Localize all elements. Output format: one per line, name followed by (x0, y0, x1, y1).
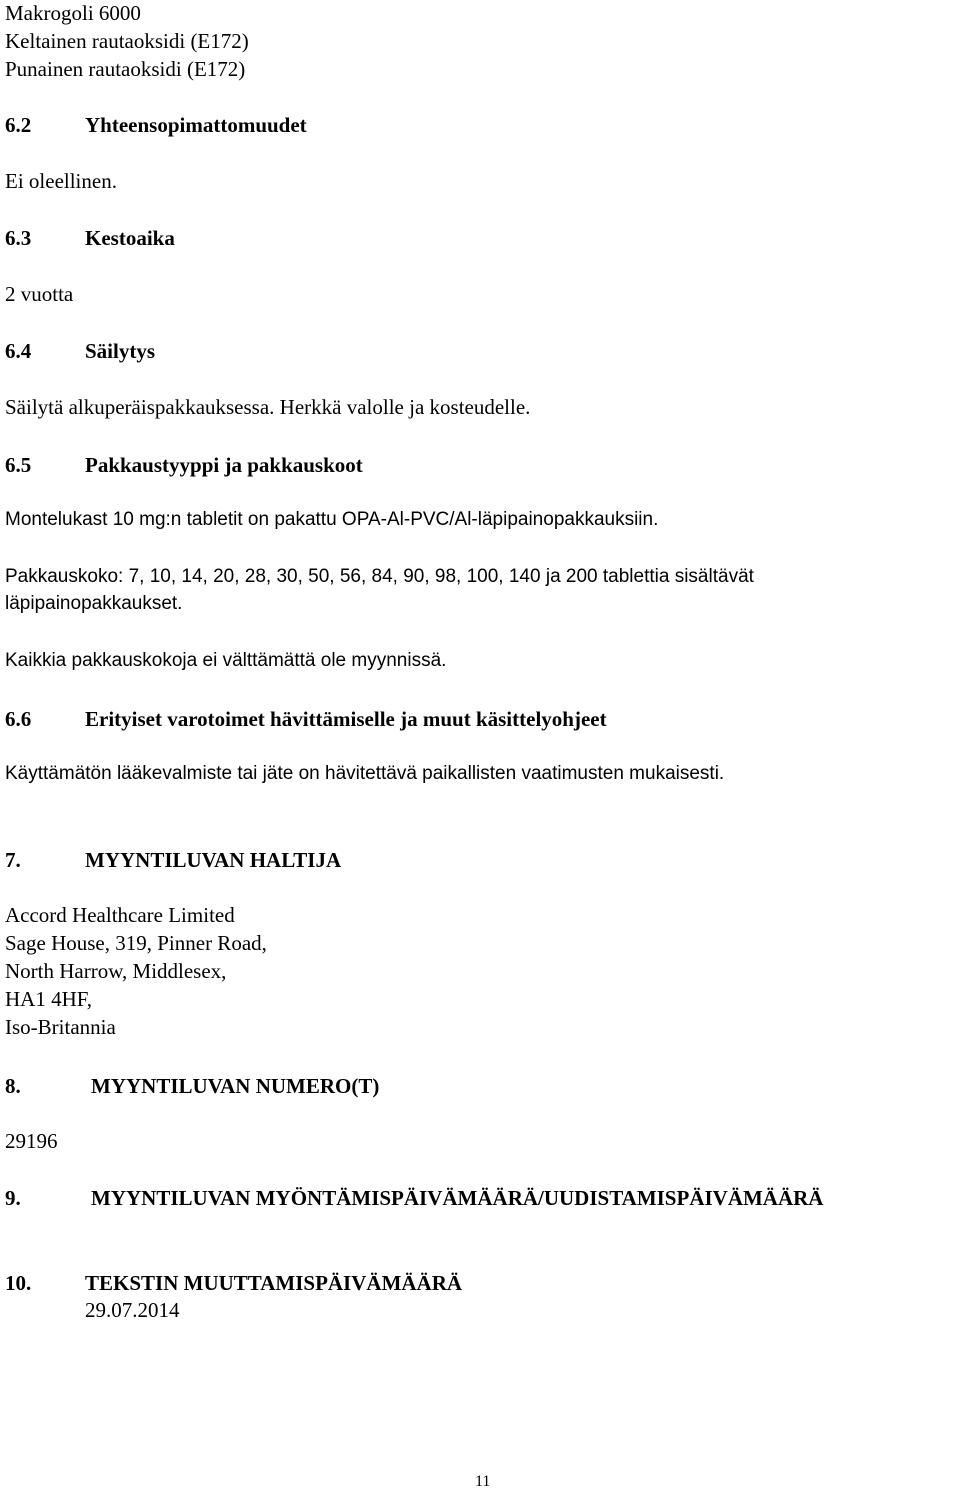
holder-address-line-3: North Harrow, Middlesex, (5, 959, 227, 983)
section-6-3-text: 2 vuotta (5, 282, 74, 306)
section-6-5-paragraph-2-line-2: läpipainopakkaukset. (5, 593, 183, 614)
section-number: 6.6 (5, 707, 32, 731)
section-6-5-paragraph-3: Kaikkia pakkauskokoja ei välttämättä ole myynnissä. (5, 650, 447, 671)
holder-address-line-1: Accord Healthcare Limited (5, 903, 235, 927)
section-title: MYYNTILUVAN MYÖNTÄMISPÄIVÄMÄÄRÄ/UUDISTAMISPÄIVÄMÄÄRÄ (91, 1186, 824, 1210)
holder-address-line-2: Sage House, 319, Pinner Road, (5, 931, 267, 955)
section-6-5-paragraph-2-line-1: Pakkauskoko: 7, 10, 14, 20, 28, 30, 50, 56, 84, 90, 98, 100, 140 ja 200 tablettia sisältävät (5, 566, 754, 587)
section-title: MYYNTILUVAN NUMERO(T) (91, 1074, 380, 1098)
section-title: Erityiset varotoimet hävittämiselle ja muut käsittelyohjeet (85, 707, 607, 731)
section-number: 6.3 (5, 226, 32, 250)
section-title: TEKSTIN MUUTTAMISPÄIVÄMÄÄRÄ (85, 1271, 463, 1295)
section-title: MYYNTILUVAN HALTIJA (85, 848, 342, 872)
section-number: 6.2 (5, 113, 32, 137)
revision-date: 29.07.2014 (85, 1298, 180, 1322)
holder-address-line-5: Iso-Britannia (5, 1015, 116, 1039)
section-title: Pakkaustyyppi ja pakkauskoot (85, 453, 363, 477)
section-number: 9. (5, 1186, 21, 1210)
section-title: Säilytys (85, 339, 156, 363)
section-6-4-text: Säilytä alkuperäispakkauksessa. Herkkä valolle ja kosteudelle. (5, 395, 531, 419)
section-number: 6.5 (5, 453, 32, 477)
excipient-2: Keltainen rautaoksidi (E172) (5, 29, 249, 53)
section-number: 6.4 (5, 339, 32, 363)
section-6-2-text: Ei oleellinen. (5, 169, 117, 193)
excipient-3: Punainen rautaoksidi (E172) (5, 57, 246, 81)
section-title: Yhteensopimattomuudet (85, 113, 307, 137)
excipient-1: Makrogoli 6000 (5, 1, 141, 25)
section-number: 7. (5, 848, 21, 872)
authorisation-number: 29196 (5, 1129, 58, 1153)
section-6-5-paragraph-1: Montelukast 10 mg:n tabletit on pakattu OPA-Al-PVC/Al-läpipainopakkauksiin. (5, 509, 659, 530)
page-number: 11 (475, 1473, 491, 1490)
section-number: 10. (5, 1271, 32, 1295)
holder-address-line-4: HA1 4HF, (5, 987, 92, 1011)
section-6-6-text: Käyttämätön lääkevalmiste tai jäte on hävitettävä paikallisten vaatimusten mukaisesti. (5, 763, 725, 784)
section-title: Kestoaika (85, 226, 175, 250)
section-number: 8. (5, 1074, 21, 1098)
